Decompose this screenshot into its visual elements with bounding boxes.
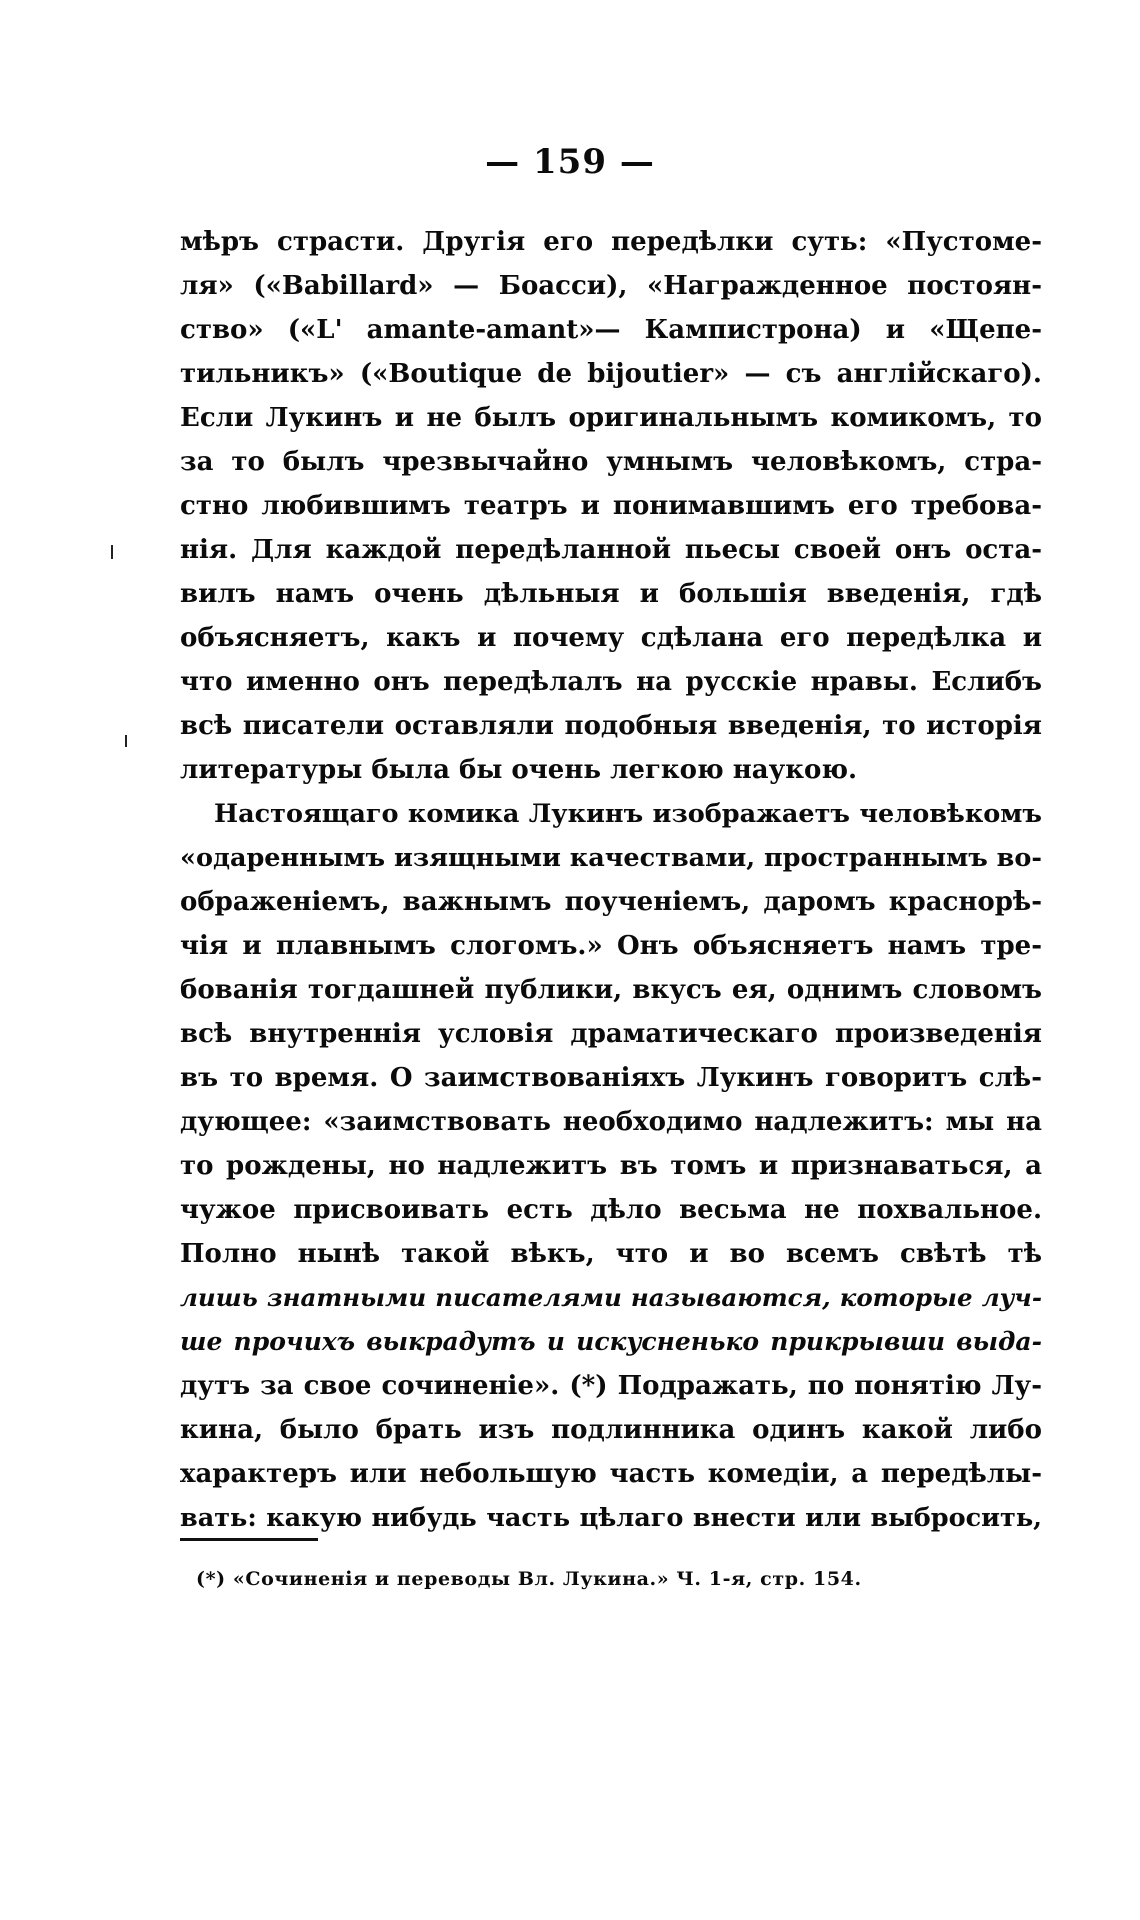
text-line: за то былъ чрезвычайно умнымъ человѣкомъ, стра- (180, 447, 1042, 477)
text-line: то рождены, но надлежитъ въ томъ и признаваться, а (180, 1151, 1042, 1181)
text-line: въ то время. О заимствованіяхъ Лукинъ говоритъ слѣ- (180, 1063, 1042, 1093)
text-line: тильникъ» («Boutique de bijoutier» — съ англійскаго). (180, 359, 1042, 389)
text-line: Полно нынѣ такой вѣкъ, что и во всемъ свѣтѣ тѣ (180, 1239, 1042, 1269)
text-line: характеръ или небольшую часть комедіи, а передѣлы- (180, 1459, 1042, 1489)
footnote-divider (180, 1538, 318, 1541)
page-number: — 159 — (485, 142, 655, 182)
text-line: литературы была бы очень легкою наукою. (180, 755, 858, 785)
margin-mark (125, 735, 127, 747)
text-line: ля» («Babillard» — Боасси), «Награжденное постоян- (180, 271, 1042, 301)
text-line: ше прочихъ выкрадутъ и искусненько прикрывши выда- (180, 1327, 1042, 1356)
text-line: всѣ писатели оставляли подобныя введенія, то исторія (180, 711, 1042, 741)
text-line: дующее: «заимствовать необходимо надлежитъ: мы на (180, 1107, 1042, 1137)
text-line: дутъ за свое сочиненіе». (*) Подражать, по понятію Лу- (180, 1371, 1042, 1401)
text-line: стно любившимъ театръ и понимавшимъ его требова- (180, 491, 1042, 521)
text-line: Если Лукинъ и не былъ оригинальнымъ комикомъ, то (180, 403, 1042, 433)
text-line: всѣ внутреннія условія драматическаго произведенія (180, 1019, 1042, 1049)
text-line: бованія тогдашней публики, вкусъ ея, однимъ словомъ (180, 975, 1042, 1005)
body-text (180, 220, 1042, 1540)
text-line: кина, было брать изъ подлинника одинъ какой либо (180, 1415, 1042, 1445)
text-line: Настоящаго комика Лукинъ изображаетъ человѣкомъ (214, 799, 1042, 829)
text-line: объясняетъ, какъ и почему сдѣлана его передѣлка и (180, 623, 1042, 653)
footnote: (*) «Сочиненія и переводы Вл. Лукина.» Ч. 1-я, стр. 154. (196, 1568, 862, 1590)
text-line: чія и плавнымъ слогомъ.» Онъ объясняетъ намъ тре- (180, 931, 1042, 961)
text-line: что именно онъ передѣлалъ на русскіе нравы. Еслибъ (180, 667, 1042, 697)
text-line: вилъ намъ очень дѣльныя и большія введенія, гдѣ (180, 579, 1042, 609)
text-line: мѣръ страсти. Другія его передѣлки суть: «Пустоме- (180, 227, 1042, 257)
text-line: ство» («L' amante-amant»— Кампистрона) и «Щепе- (180, 315, 1042, 345)
text-line: лишь знатными писателями называются, которые луч- (180, 1283, 1042, 1312)
text-line: «одареннымъ изящными качествами, пространнымъ во- (180, 843, 1042, 873)
text-line: вать: какую нибудь часть цѣлаго внести или выбросить, (180, 1503, 1042, 1533)
text-line: чужое присвоивать есть дѣло весьма не похвальное. (180, 1195, 1042, 1225)
margin-mark (111, 545, 113, 559)
text-line: нія. Для каждой передѣланной пьесы своей онъ оста- (180, 535, 1042, 565)
text-line: ображеніемъ, важнымъ поученіемъ, даромъ краснорѣ- (180, 887, 1042, 917)
